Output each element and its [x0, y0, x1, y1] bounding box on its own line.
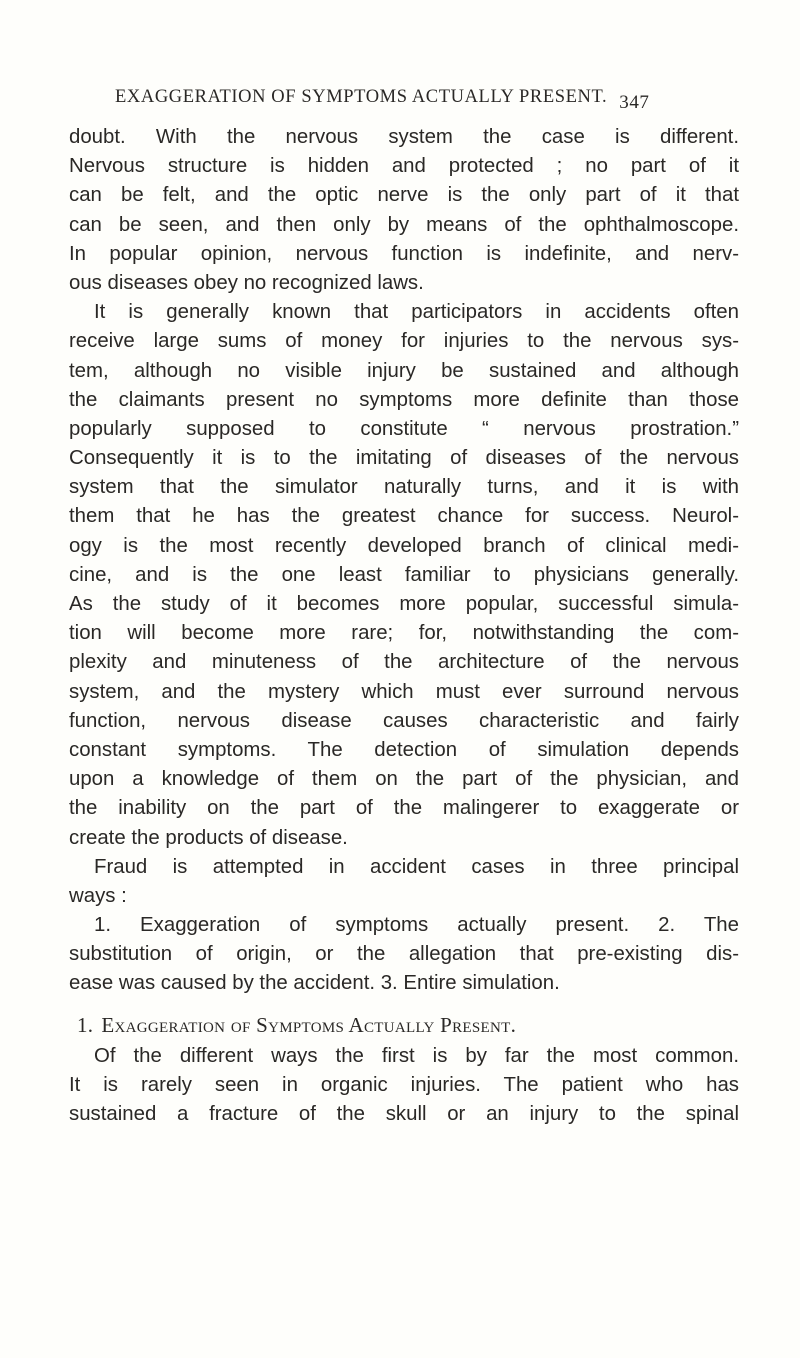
- text-line: the claimants present no symptoms more definite than those: [69, 388, 739, 411]
- section-heading: [69, 1009, 739, 1042]
- text-line: popularly supposed to constitute “ nervous prostration.”: [69, 417, 739, 440]
- text-line: them that he has the greatest chance for success. Neurol-: [69, 505, 739, 528]
- text-line: receive large sums of money for injuries to the nervous sys-: [69, 330, 739, 353]
- section-title: Exaggeration of Symptoms Actually Present.: [101, 1012, 517, 1037]
- text-line: create the products of disease.: [69, 826, 348, 849]
- text-line: ogy is the most recently developed branch of clinical medi-: [69, 534, 739, 557]
- text-line: cine, and is the one least familiar to physicians generally.: [69, 563, 739, 586]
- paragraph: [69, 123, 739, 298]
- text-line: can be seen, and then only by means of the ophthalmoscope.: [69, 213, 739, 236]
- text-line: It is rarely seen in organic injuries. The patient who has: [69, 1073, 739, 1096]
- page-number: 347: [619, 92, 650, 113]
- text-line: constant symptoms. The detection of simulation depends: [69, 738, 739, 761]
- text-line: Of the different ways the first is by far the most common.: [94, 1044, 739, 1067]
- text-line: tem, although no visible injury be sustained and although: [69, 359, 739, 382]
- text-line: It is generally known that participators in accidents often: [94, 301, 739, 324]
- text-line: Fraud is attempted in accident cases in three principal: [94, 855, 739, 878]
- text-line: doubt. With the nervous system the case is different.: [69, 126, 739, 148]
- text-line: the inability on the part of the malingerer to exaggerate or: [69, 797, 739, 820]
- paragraph: [69, 853, 739, 911]
- text-line: upon a knowledge of them on the part of the physician, and: [69, 768, 739, 791]
- text-line: Nervous structure is hidden and protected ; no part of it: [69, 155, 739, 178]
- text-line: ous diseases obey no recognized laws.: [69, 271, 424, 294]
- text-line: ways :: [69, 884, 127, 907]
- body-text: [69, 123, 739, 1129]
- running-header: [115, 86, 725, 113]
- text-line: Consequently it is to the imitating of diseases of the nervous: [69, 447, 739, 470]
- text-line: function, nervous disease causes characteristic and fairly: [69, 709, 739, 732]
- text-line: tion will become more rare; for, notwithstanding the com-: [69, 622, 739, 645]
- text-line: 1. Exaggeration of symptoms actually present. 2. The: [94, 914, 739, 937]
- text-line: In popular opinion, nervous function is indefinite, and nerv-: [69, 242, 739, 265]
- text-line: ease was caused by the accident. 3. Entire simulation.: [69, 972, 560, 995]
- text-line: As the study of it becomes more popular, successful simula-: [69, 593, 739, 615]
- text-line: can be felt, and the optic nerve is the only part of it that: [69, 184, 739, 207]
- running-title: EXAGGERATION OF SYMPTOMS ACTUALLY PRESENT.: [115, 87, 608, 107]
- text-line: sustained a fracture of the skull or an injury to the spinal: [69, 1103, 739, 1125]
- section-number: 1.: [77, 1012, 94, 1037]
- text-line: system that the simulator naturally turns, and it is with: [69, 476, 739, 499]
- paragraph: [69, 298, 739, 853]
- text-line: plexity and minuteness of the architecture of the nervous: [69, 651, 739, 674]
- paragraph: [69, 1042, 739, 1130]
- text-line: system, and the mystery which must ever surround nervous: [69, 680, 739, 703]
- text-line: substitution of origin, or the allegation that pre-existing dis-: [69, 943, 739, 966]
- paragraph: [69, 911, 739, 999]
